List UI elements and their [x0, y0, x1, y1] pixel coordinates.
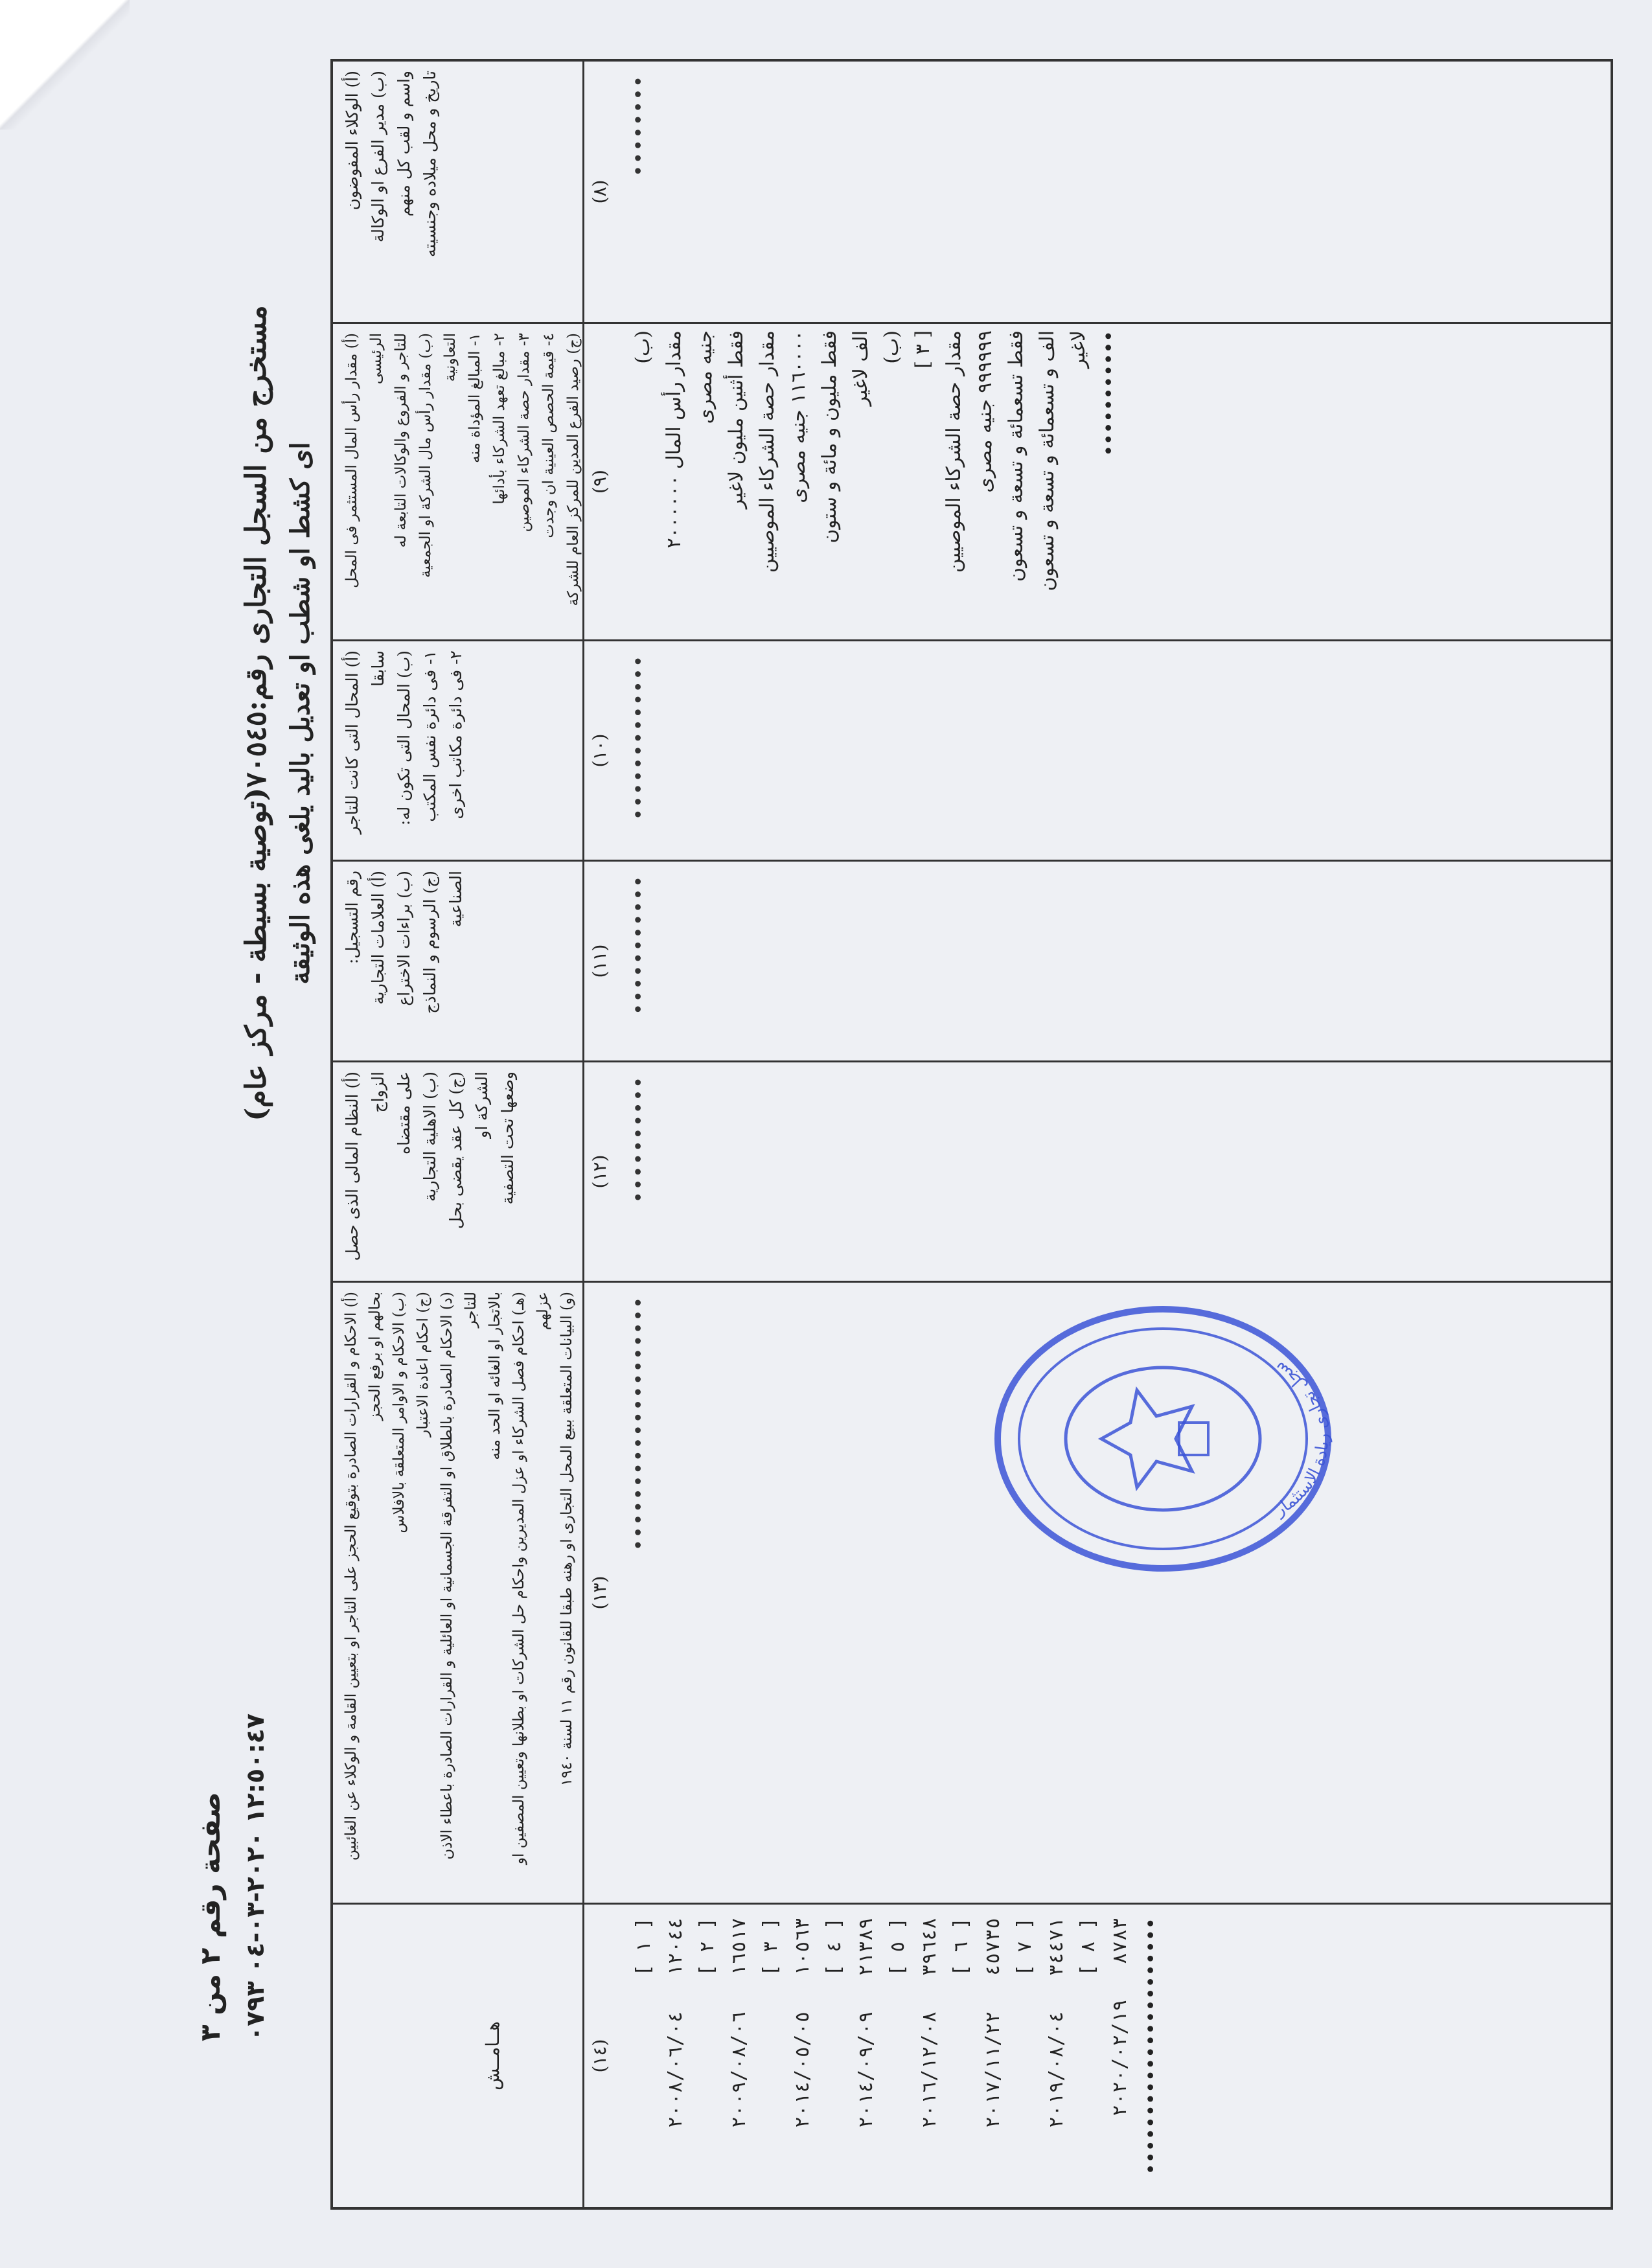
column-13-header: (أ) الاحكام و القرارات الصادرة بتوقيع الحجز على التاجر او بتعيين القامة و الوكلاء عن الغائبين بحالهم او برفع الحجز (ب) الاحكام و الاوامر المتعلقة بالافلاس (ج) احكام اعادة الاعتبار (د) الاحكام الصادرة بالطلاق او التفرقة الجسمانية او العائلية و القرارات الصادرة باعطاء الاذن للتاجر بالاتجار او الغائه او الحد منه (هـ) احكام فصل الشركاء او عزل المديرين واحكام حل الشركات او بطلانها وتعيين المصفين او عزلهم (و) البيانات المتعلقة ببيع المحل التجارى او رهنه طبقا للقانون رقم ١١ لسنة ١٩٤٠: [343, 1292, 575, 1865]
note-line: ٣٩٦٤٨ ٢٠١٦/١٢/٠٨: [918, 1918, 941, 2129]
column-14-number: (١٤): [589, 2039, 610, 2073]
column-12-header: (أ) النظام المالى الذى حصل الزواج على مقتضاه (ب) الاهلية التجارية (ج) كل عقد يقضى بحل الشركة او وضعها تحت التصفية: [343, 1071, 517, 1261]
note-line: ٨٧٨٣ ٢٠٢٠/٠٢/١٩: [1108, 1918, 1131, 2117]
register-table: [330, 59, 1613, 2210]
stamp-text: سجل تجارى ريادة الاستثمار: [1270, 1357, 1333, 1520]
column-11-number: (١١): [589, 944, 610, 978]
column-8-number: (٨): [589, 179, 610, 204]
note-line: [ ١ ]: [632, 1918, 655, 1976]
note-line: [ ٨ ]: [1077, 1918, 1099, 1976]
column-8-header: (أ) الوكلاء المفوضون (ب) مدير الفرع او الوكالة واسم و لقب كل منهم تاريخ و محل ميلاده وجنسيته: [343, 71, 439, 258]
column-11-empty-mark: •••••••••••: [628, 875, 650, 1015]
note-line: [ ٦ ]: [950, 1918, 972, 1976]
margin-notes: [628, 1918, 1167, 2175]
column-10: [333, 639, 1611, 860]
official-stamp: [991, 1303, 1335, 1575]
page-number: صفحة رقم ٢ من ٣: [194, 1792, 226, 2041]
column-8: [333, 62, 1611, 322]
column-12-empty-mark: ••••••••••: [628, 1075, 650, 1203]
note-line: [ ٢ ]: [696, 1918, 718, 1976]
note-line: ١٦٥١٧ ٢٠٠٩/٠٨/٠٦: [728, 1918, 750, 2129]
note-line: [ ٣ ]: [759, 1918, 782, 1976]
column-10-number: (١٠): [589, 733, 610, 768]
note-line: ••••••••••••••••••••••: [1140, 1918, 1163, 2175]
column-9: [333, 322, 1611, 639]
column-13-number: (١٣): [589, 1575, 610, 1610]
svg-text:سجل تجارى ريادة الاستثمار: [1270, 1357, 1333, 1520]
column-14: [333, 1903, 1611, 2207]
column-8-empty-mark: ••••••••: [628, 74, 650, 177]
column-13: [333, 1281, 1611, 1903]
document-warning: اى كشط او شطب او تعديل باليد يلغى هذه الوثيقة: [285, 442, 315, 985]
capital-details: (ب) مقدار رأس المال ٢٠٠٠٠٠٠ جنيه مصرى فقط أثنين مليون لاغير مقدار حصة الشركاء الموصيين ١١٦٠٠٠٠ جنيه مصرى فقط مليون و مائة و ستون الف لاغير (ب) [ ٣ ] مقدار حصة الشركاء الموصيين ٩٩٩٩٩٩ جنيه مصرى فقط تسعمائة و تسعة و تسعون الف و تسعمائة و تسعة و تسعون لاغير •••••••••••: [632, 330, 1121, 591]
column-12: [333, 1060, 1611, 1281]
note-line: ١٠٥٦٣ ٢٠١٤/٠٥/٠٥: [791, 1918, 814, 2129]
document-title: مستخرج من السجل التجارى رقم:٧٠٥٤٥(توصية بسيطة - مركز عام): [240, 305, 273, 1121]
column-11-header: رقم التسجيل: (أ) العلامات التجارية (ب) براءات الاختراع (ج) الرسوم و النماذج الصناعية: [343, 871, 465, 1014]
note-line: ٣٤٤٧١ ٢٠١٩/٠٨/٠٤: [1045, 1918, 1068, 2129]
column-13-empty-mark: ••••••••••••••••••••: [628, 1296, 650, 1551]
column-9-header: (أ) مقدار رأس المال المستثمر فى المحل الرئيسى للتاجر و الفروع والوكالات التابعة له (ب) مقدار رأس مال الشركة او الجمعية التعاونية ١- المبالغ المؤداة منه ٢- مبالغ تعهد الشركاء بأدائها ٣- مقدار حصة الشركاء الموصين ٤- قيمة الحصص العينية ان وجدت (ج) رصيد الفرع المدين للمركز العام للشركة: [343, 333, 582, 606]
column-14-header: هــامــش: [482, 2021, 503, 2090]
note-line: ٤٥٧٣٥ ٢٠١٧/١١/٢٢: [981, 1918, 1004, 2129]
column-10-header: (أ) المحال التى كانت للتاجر سابقا (ب) المحال التى تكون له: ١- فى دائرة نفس المكتب ٢- فى دائرة مكاتب اخرى: [343, 650, 465, 834]
column-9-number: (٩): [589, 470, 610, 494]
note-line: [ ٧ ]: [1013, 1918, 1036, 1976]
column-11: [333, 860, 1611, 1060]
note-line: ١٢٠٤٤ ٢٠٠٨/٠٦/٠٤: [664, 1918, 687, 2129]
note-line: ٢١٣٨٩ ٢٠١٤/٠٩/٠٩: [855, 1918, 877, 2129]
column-10-empty-mark: •••••••••••••: [628, 654, 650, 821]
timestamp: ١٢:٥٠:٤٧ ٢٠٢٠-٠٣-٠٤ ٠٧٩٣: [241, 1713, 270, 2041]
column-12-number: (١٢): [589, 1154, 610, 1189]
note-line: [ ٥ ]: [886, 1918, 909, 1976]
note-line: [ ٤ ]: [823, 1918, 845, 1976]
